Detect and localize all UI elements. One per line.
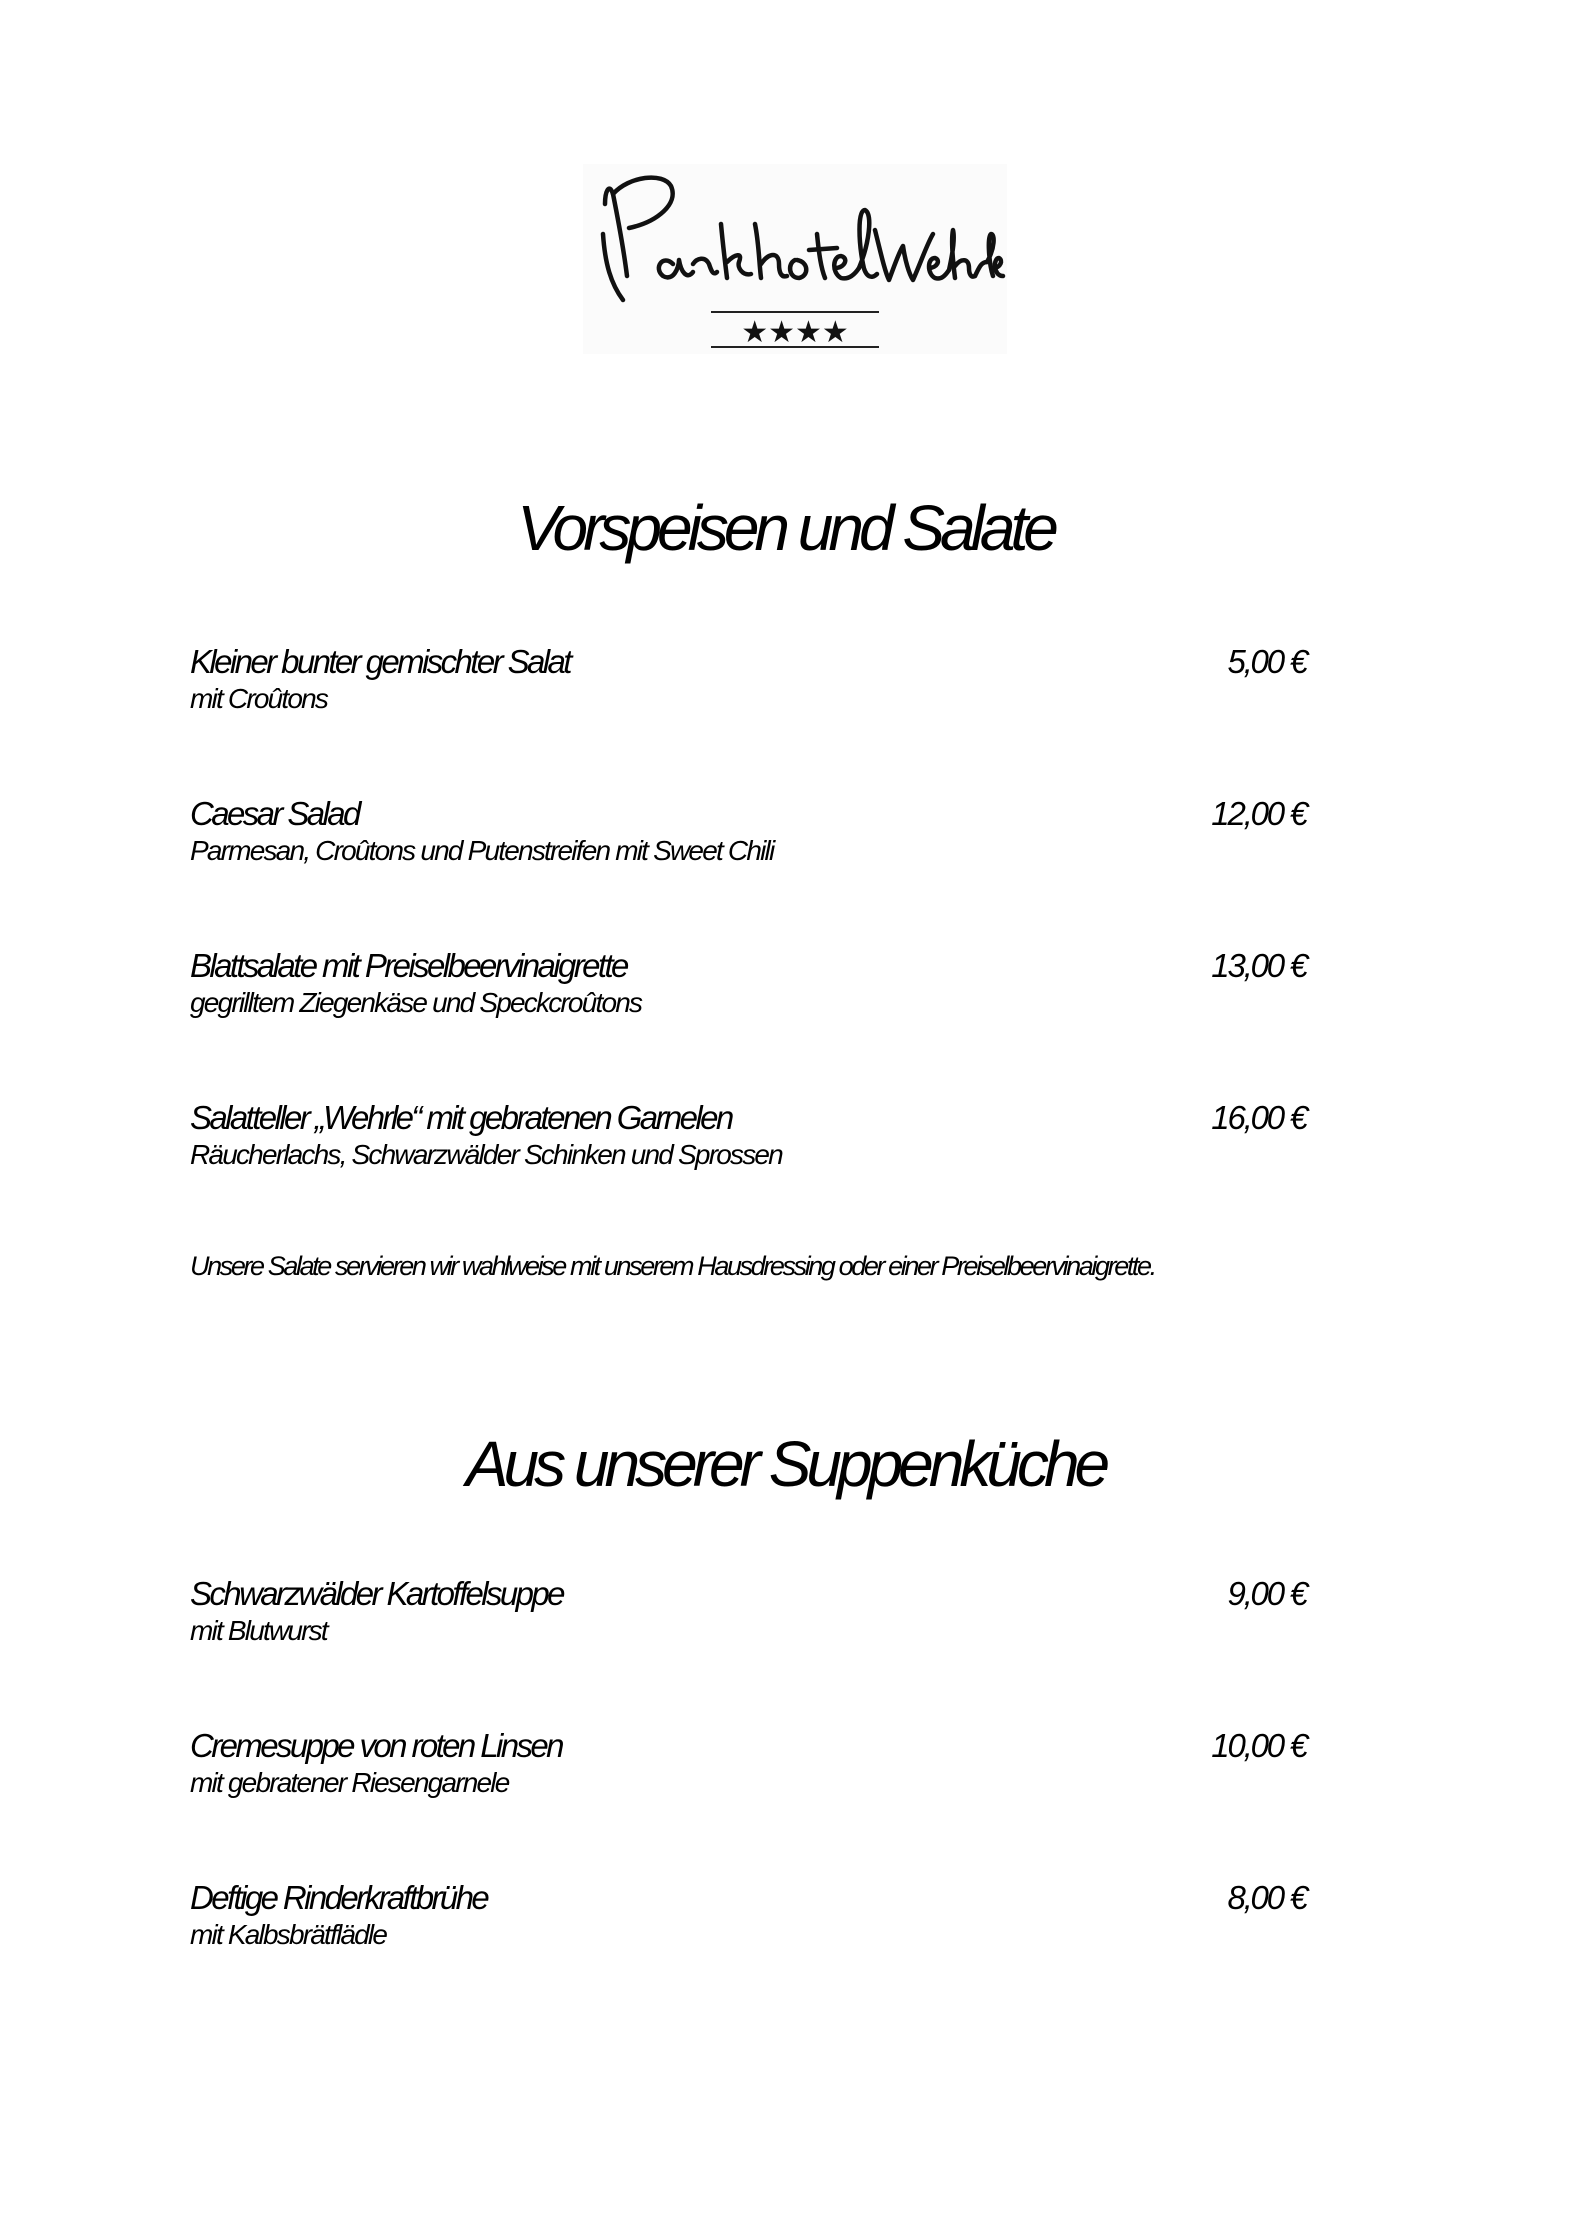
menu-item [190, 946, 1306, 1020]
item-description: mit Kalbsbrätflädle [190, 1919, 387, 1950]
hotel-logo [583, 164, 1007, 354]
menu-item [190, 1574, 1306, 1648]
item-description: mit gebratener Riesengarnele [190, 1767, 509, 1798]
menu-item [190, 1098, 1306, 1172]
logo-signature [583, 164, 1007, 354]
salad-dressing-note: Unsere Salate servieren wir wahlweise mit unserem Hausdressing oder einer Preiselbeervinaigrette. [190, 1251, 1155, 1281]
item-price: 5,00 € [1227, 643, 1306, 680]
item-price: 12,00 € [1211, 795, 1306, 832]
item-price: 13,00 € [1211, 947, 1306, 984]
item-description: gegrilltem Ziegenkäse und Speckcroûtons [190, 987, 642, 1018]
item-name: Caesar Salad [190, 795, 359, 832]
item-description: Parmesan, Croûtons und Putenstreifen mit Sweet Chili [190, 835, 774, 866]
item-name: Kleiner bunter gemischter Salat [190, 643, 570, 680]
item-price: 10,00 € [1211, 1727, 1306, 1764]
menu-item [190, 1726, 1306, 1800]
section-title-soups: Aus unserer Suppenküche [465, 1428, 1106, 1500]
section-title-starters: Vorspeisen und Salate [517, 492, 1054, 564]
item-name: Blattsalate mit Preiselbeervinaigrette [190, 947, 627, 984]
menu-item [190, 1878, 1306, 1952]
item-price: 9,00 € [1227, 1575, 1306, 1612]
item-price: 8,00 € [1227, 1879, 1306, 1916]
item-name: Schwarzwälder Kartoffelsuppe [190, 1575, 563, 1612]
logo-stars: ★★★★ [741, 315, 849, 350]
menu-item [190, 642, 1306, 716]
item-description: Räucherlachs, Schwarzwälder Schinken und Sprossen [190, 1139, 782, 1170]
item-name: Salatteller „Wehrle“ mit gebratenen Garnelen [190, 1099, 732, 1136]
item-name: Cremesuppe von roten Linsen [190, 1727, 562, 1764]
menu-item [190, 794, 1306, 868]
item-description: mit Blutwurst [190, 1615, 327, 1646]
item-price: 16,00 € [1211, 1099, 1306, 1136]
item-description: mit Croûtons [190, 683, 328, 714]
item-name: Deftige Rinderkraftbrühe [190, 1879, 488, 1916]
